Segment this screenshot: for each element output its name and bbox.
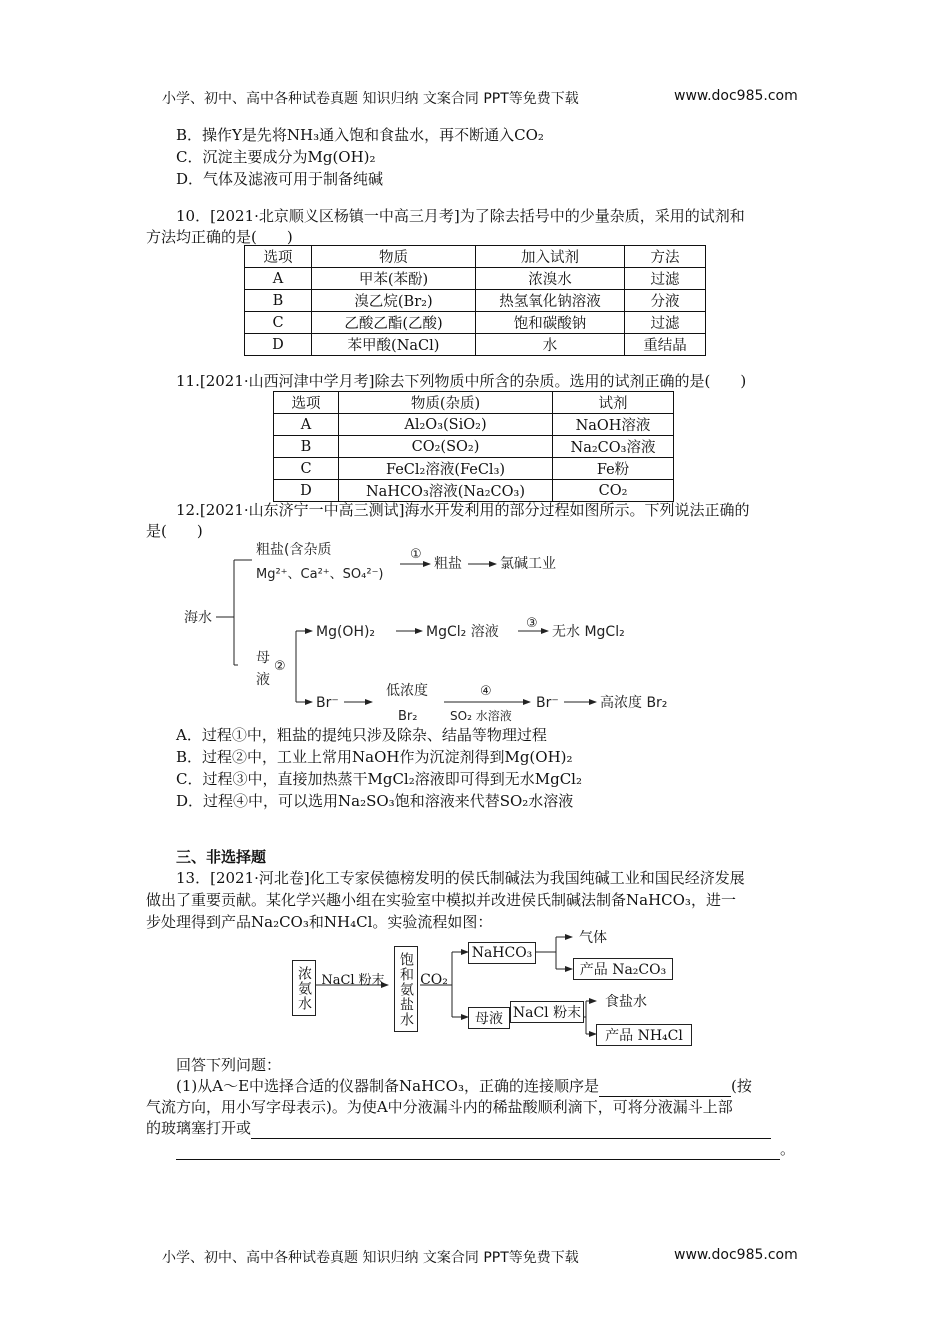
table-cell: 浓溴水	[476, 268, 625, 290]
high-conc-br2-label: 高浓度 Br₂	[600, 695, 668, 711]
nacl-powder-box: NaCl 粉末	[510, 1001, 584, 1023]
table-row	[274, 414, 674, 436]
table-header: 试剂	[553, 392, 674, 414]
table-cell: B	[245, 290, 312, 312]
q12-option-c: C．过程③中，直接加热蒸干MgCl₂溶液即可得到无水MgCl₂	[176, 770, 582, 788]
table-cell: NaHCO₃溶液(Na₂CO₃)	[339, 480, 553, 502]
table-cell: B	[274, 436, 339, 458]
table-cell: Al₂O₃(SiO₂)	[339, 414, 553, 436]
table-cell: 过滤	[625, 312, 706, 334]
q13-sub1-text-c: 的玻璃塞打开或	[146, 1119, 252, 1137]
bromide-label: Br⁻	[316, 695, 339, 711]
table-row	[245, 290, 706, 312]
table-cell: A	[274, 414, 339, 436]
header-site: www.doc985.com	[674, 88, 798, 104]
bromide-label-2: Br⁻	[536, 695, 559, 711]
table-row	[274, 436, 674, 458]
q10-stem-line2: 方法均正确的是( )	[146, 228, 293, 246]
q9-option-d: D．气体及滤液可用于制备纯碱	[176, 170, 384, 188]
table-cell: Na₂CO₃溶液	[553, 436, 674, 458]
table-header-row	[274, 392, 674, 414]
q13-stem-line2: 做出了重要贡献。某化学兴趣小组在实验室中模拟并改进侯氏制碱法制备NaHCO₃，进一	[146, 891, 736, 909]
section-title: 三、非选择题	[176, 848, 267, 866]
table-cell: A	[245, 268, 312, 290]
crude-salt-label: 粗盐	[434, 556, 462, 572]
low-conc-br2-label: Br₂	[398, 709, 418, 724]
table-row	[245, 312, 706, 334]
table-cell: C	[245, 312, 312, 334]
product-nh4cl-box: 产品 NH₄Cl	[596, 1024, 692, 1046]
q12-stem-line1: 12.[2021·山东济宁一中高三测试]海水开发利用的部分过程如图所示。下列说法正确的	[176, 501, 750, 519]
header-text: 小学、初中、高中各种试卷真题 知识归纳 文案合同 PPT等免费下载	[162, 91, 579, 107]
table-cell: 甲苯(苯酚)	[312, 268, 476, 290]
q13-sub1-line2: 气流方向，用小写字母表示)。为使A中分液漏斗内的稀盐酸顺利滴下，可将分液漏斗上部	[146, 1098, 733, 1116]
q11-table	[273, 391, 674, 502]
table-header: 加入试剂	[476, 246, 625, 268]
q12-option-a: A．过程①中，粗盐的提纯只涉及除杂、结晶等物理过程	[176, 726, 547, 744]
table-cell: 过滤	[625, 268, 706, 290]
table-header: 物质(杂质)	[339, 392, 553, 414]
q12-option-b: B．过程②中，工业上常用NaOH作为沉淀剂得到Mg(OH)₂	[176, 748, 573, 766]
table-cell: Fe粉	[553, 458, 674, 480]
step-4-label: ④	[480, 684, 492, 699]
seawater-label: 海水	[184, 610, 212, 626]
product-na2co3-box: 产品 Na₂CO₃	[573, 958, 673, 980]
mother-liquor-box: 母液	[468, 1007, 510, 1029]
q12-option-d: D．过程④中，可以选用Na₂SO₃饱和溶液来代替SO₂水溶液	[176, 792, 574, 810]
table-header: 选项	[274, 392, 339, 414]
q11-stem: 11.[2021·山西河津中学月考]除去下列物质中所含的杂质。选用的试剂正确的是( )	[176, 372, 747, 390]
q9-option-b: B．操作Y是先将NH₃通入饱和食盐水，再不断通入CO₂	[176, 126, 544, 144]
crude-salt-impurity-line2: Mg²⁺、Ca²⁺、SO₄²⁻)	[256, 567, 384, 582]
chlor-alkali-label: 氯碱工业	[500, 556, 556, 572]
conc-ammonia-box: 浓氨水	[292, 960, 316, 1016]
answer-blank-2[interactable]	[251, 1120, 771, 1139]
flow-diagram	[290, 925, 710, 1055]
table-cell: 溴乙烷(Br₂)	[312, 290, 476, 312]
nahco3-box: NaHCO₃	[468, 942, 536, 964]
q13-sub1-line3	[146, 1117, 811, 1139]
q10-table	[244, 245, 706, 356]
q13-sub1-line4	[176, 1138, 841, 1160]
table-cell: 水	[476, 334, 625, 356]
q9-option-c: C．沉淀主要成分为Mg(OH)₂	[176, 148, 376, 166]
q13-sub1-line1	[176, 1075, 811, 1097]
so2-solution-label: SO₂ 水溶液	[450, 709, 512, 723]
q10-stem-line1: 10．[2021·北京顺义区杨镇一中高三月考]为了除去括号中的少量杂质，采用的试剂和	[176, 207, 745, 225]
mgoh2-label: Mg(OH)₂	[316, 624, 376, 640]
table-header: 方法	[625, 246, 706, 268]
mgcl2-solution-label: MgCl₂ 溶液	[426, 624, 499, 640]
table-cell: 苯甲酸(NaCl)	[312, 334, 476, 356]
answer-blank-3[interactable]	[176, 1141, 780, 1160]
footer-site: www.doc985.com	[674, 1247, 798, 1263]
table-cell: CO₂(SO₂)	[339, 436, 553, 458]
table-cell: D	[274, 480, 339, 502]
table-cell: 饱和碳酸钠	[476, 312, 625, 334]
q13-stem-line3: 步处理得到产品Na₂CO₃和NH₄Cl。实验流程如图：	[146, 913, 493, 931]
q12-stem-line2: 是( )	[146, 522, 203, 540]
end-mark: 。	[780, 1140, 796, 1158]
brine-label: 食盐水	[605, 994, 647, 1010]
table-cell: FeCl₂溶液(FeCl₃)	[339, 458, 553, 480]
gas-label: 气体	[579, 930, 607, 946]
crude-salt-impurity-line1: 粗盐(含杂质	[256, 542, 332, 558]
step-3-label: ③	[526, 616, 538, 631]
table-row	[274, 458, 674, 480]
q13-stem-line1: 13．[2021·河北卷]化工专家侯德榜发明的侯氏制碱法为我国纯碱工业和国民经济发展	[176, 869, 745, 887]
anhydrous-mgcl2-label: 无水 MgCl₂	[552, 624, 625, 640]
step-1-label: ①	[410, 547, 422, 562]
low-conc-label: 低浓度	[386, 683, 428, 699]
table-cell: D	[245, 334, 312, 356]
table-row	[245, 268, 706, 290]
table-cell: CO₂	[553, 480, 674, 502]
co2-label: CO₂	[420, 972, 448, 988]
mother-liquor-label-1: 母	[256, 650, 270, 666]
saturated-ammonia-brine-box: 饱和氨盐水	[394, 946, 418, 1032]
q13-sub1-text-a: (1)从A～E中选择合适的仪器制备NaHCO₃，正确的连接顺序是	[176, 1077, 599, 1095]
table-header-row	[245, 246, 706, 268]
table-cell: 分液	[625, 290, 706, 312]
answer-intro: 回答下列问题：	[176, 1056, 282, 1074]
table-cell: 乙酸乙酯(乙酸)	[312, 312, 476, 334]
table-header: 物质	[312, 246, 476, 268]
footer-text: 小学、初中、高中各种试卷真题 知识归纳 文案合同 PPT等免费下载	[162, 1250, 579, 1266]
seawater-process-diagram	[176, 538, 716, 728]
step-2-label: ②	[274, 659, 286, 674]
answer-blank-1[interactable]	[599, 1078, 731, 1097]
table-cell: C	[274, 458, 339, 480]
mother-liquor-label-2: 液	[256, 672, 270, 688]
table-cell: NaOH溶液	[553, 414, 674, 436]
nacl-powder-label: NaCl 粉末	[321, 972, 385, 988]
table-cell: 重结晶	[625, 334, 706, 356]
q13-sub1-text-b: (按	[730, 1077, 752, 1095]
table-row	[245, 334, 706, 356]
table-cell: 热氢氧化钠溶液	[476, 290, 625, 312]
table-header: 选项	[245, 246, 312, 268]
